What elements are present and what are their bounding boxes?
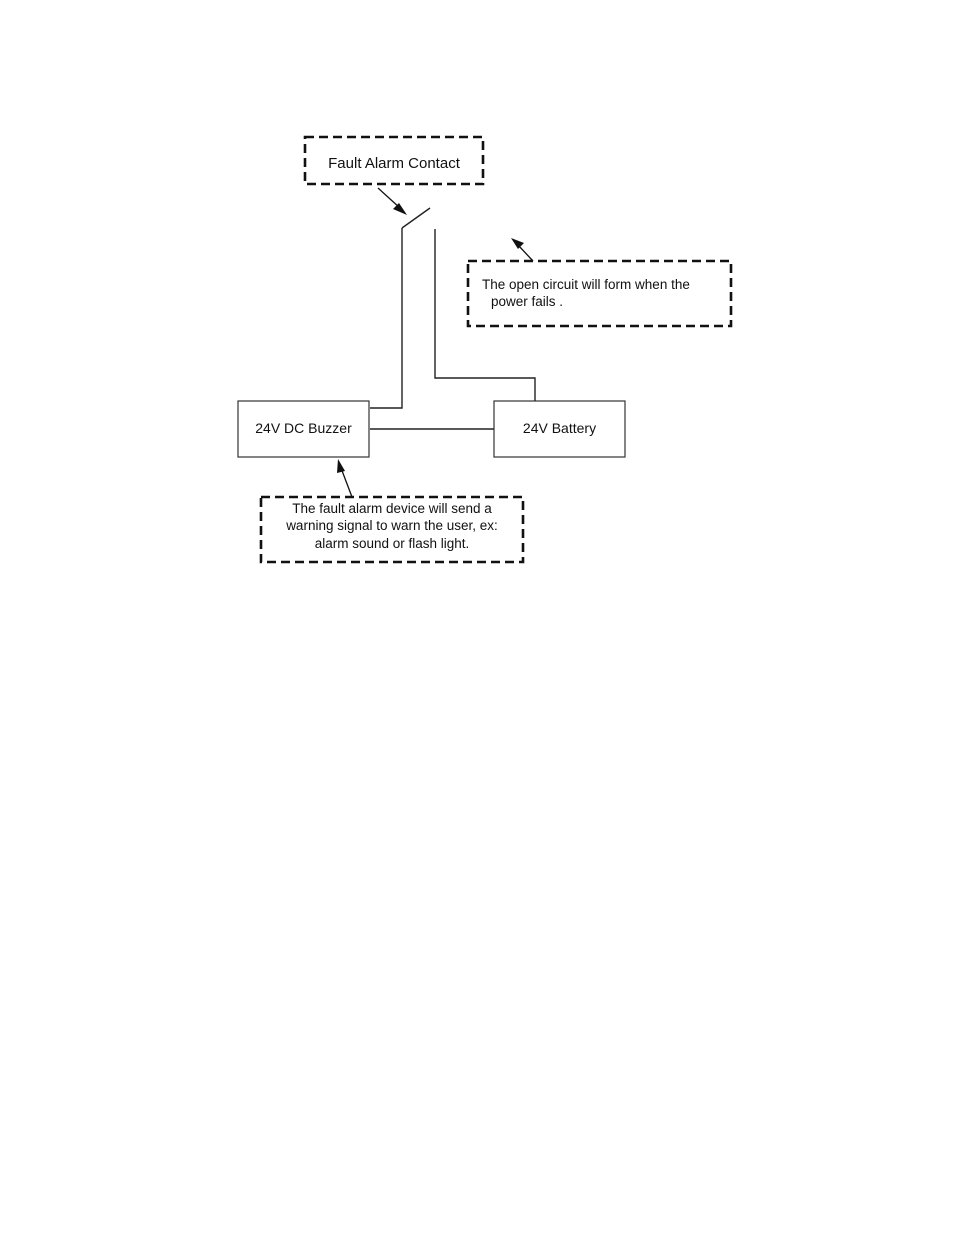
alarm-device-note-line1: The fault alarm device will send a (292, 501, 492, 516)
open-circuit-note-line2: power fails . (491, 294, 564, 309)
battery-label: 24V Battery (522, 420, 597, 436)
arrow-alarm-device-line (341, 468, 352, 497)
switch-blade (402, 208, 430, 228)
open-circuit-note-line1: The open circuit will form when the (482, 277, 690, 292)
fault-alarm-contact-label: Fault Alarm Contact (328, 155, 460, 172)
buzzer-label: 24V DC Buzzer (255, 420, 352, 436)
alarm-device-note-line3: alarm sound or flash light. (314, 536, 470, 551)
arrow-open-circuit-line (518, 245, 533, 261)
arrow-contact-line (378, 188, 400, 208)
alarm-device-note-line2: warning signal to warn the user, ex: (286, 518, 498, 533)
wire-buzzer-to-switch (370, 228, 402, 408)
arrow-open-circuit-head (511, 238, 524, 249)
arrow-alarm-device-head (337, 459, 345, 473)
arrow-contact-head (393, 203, 407, 215)
